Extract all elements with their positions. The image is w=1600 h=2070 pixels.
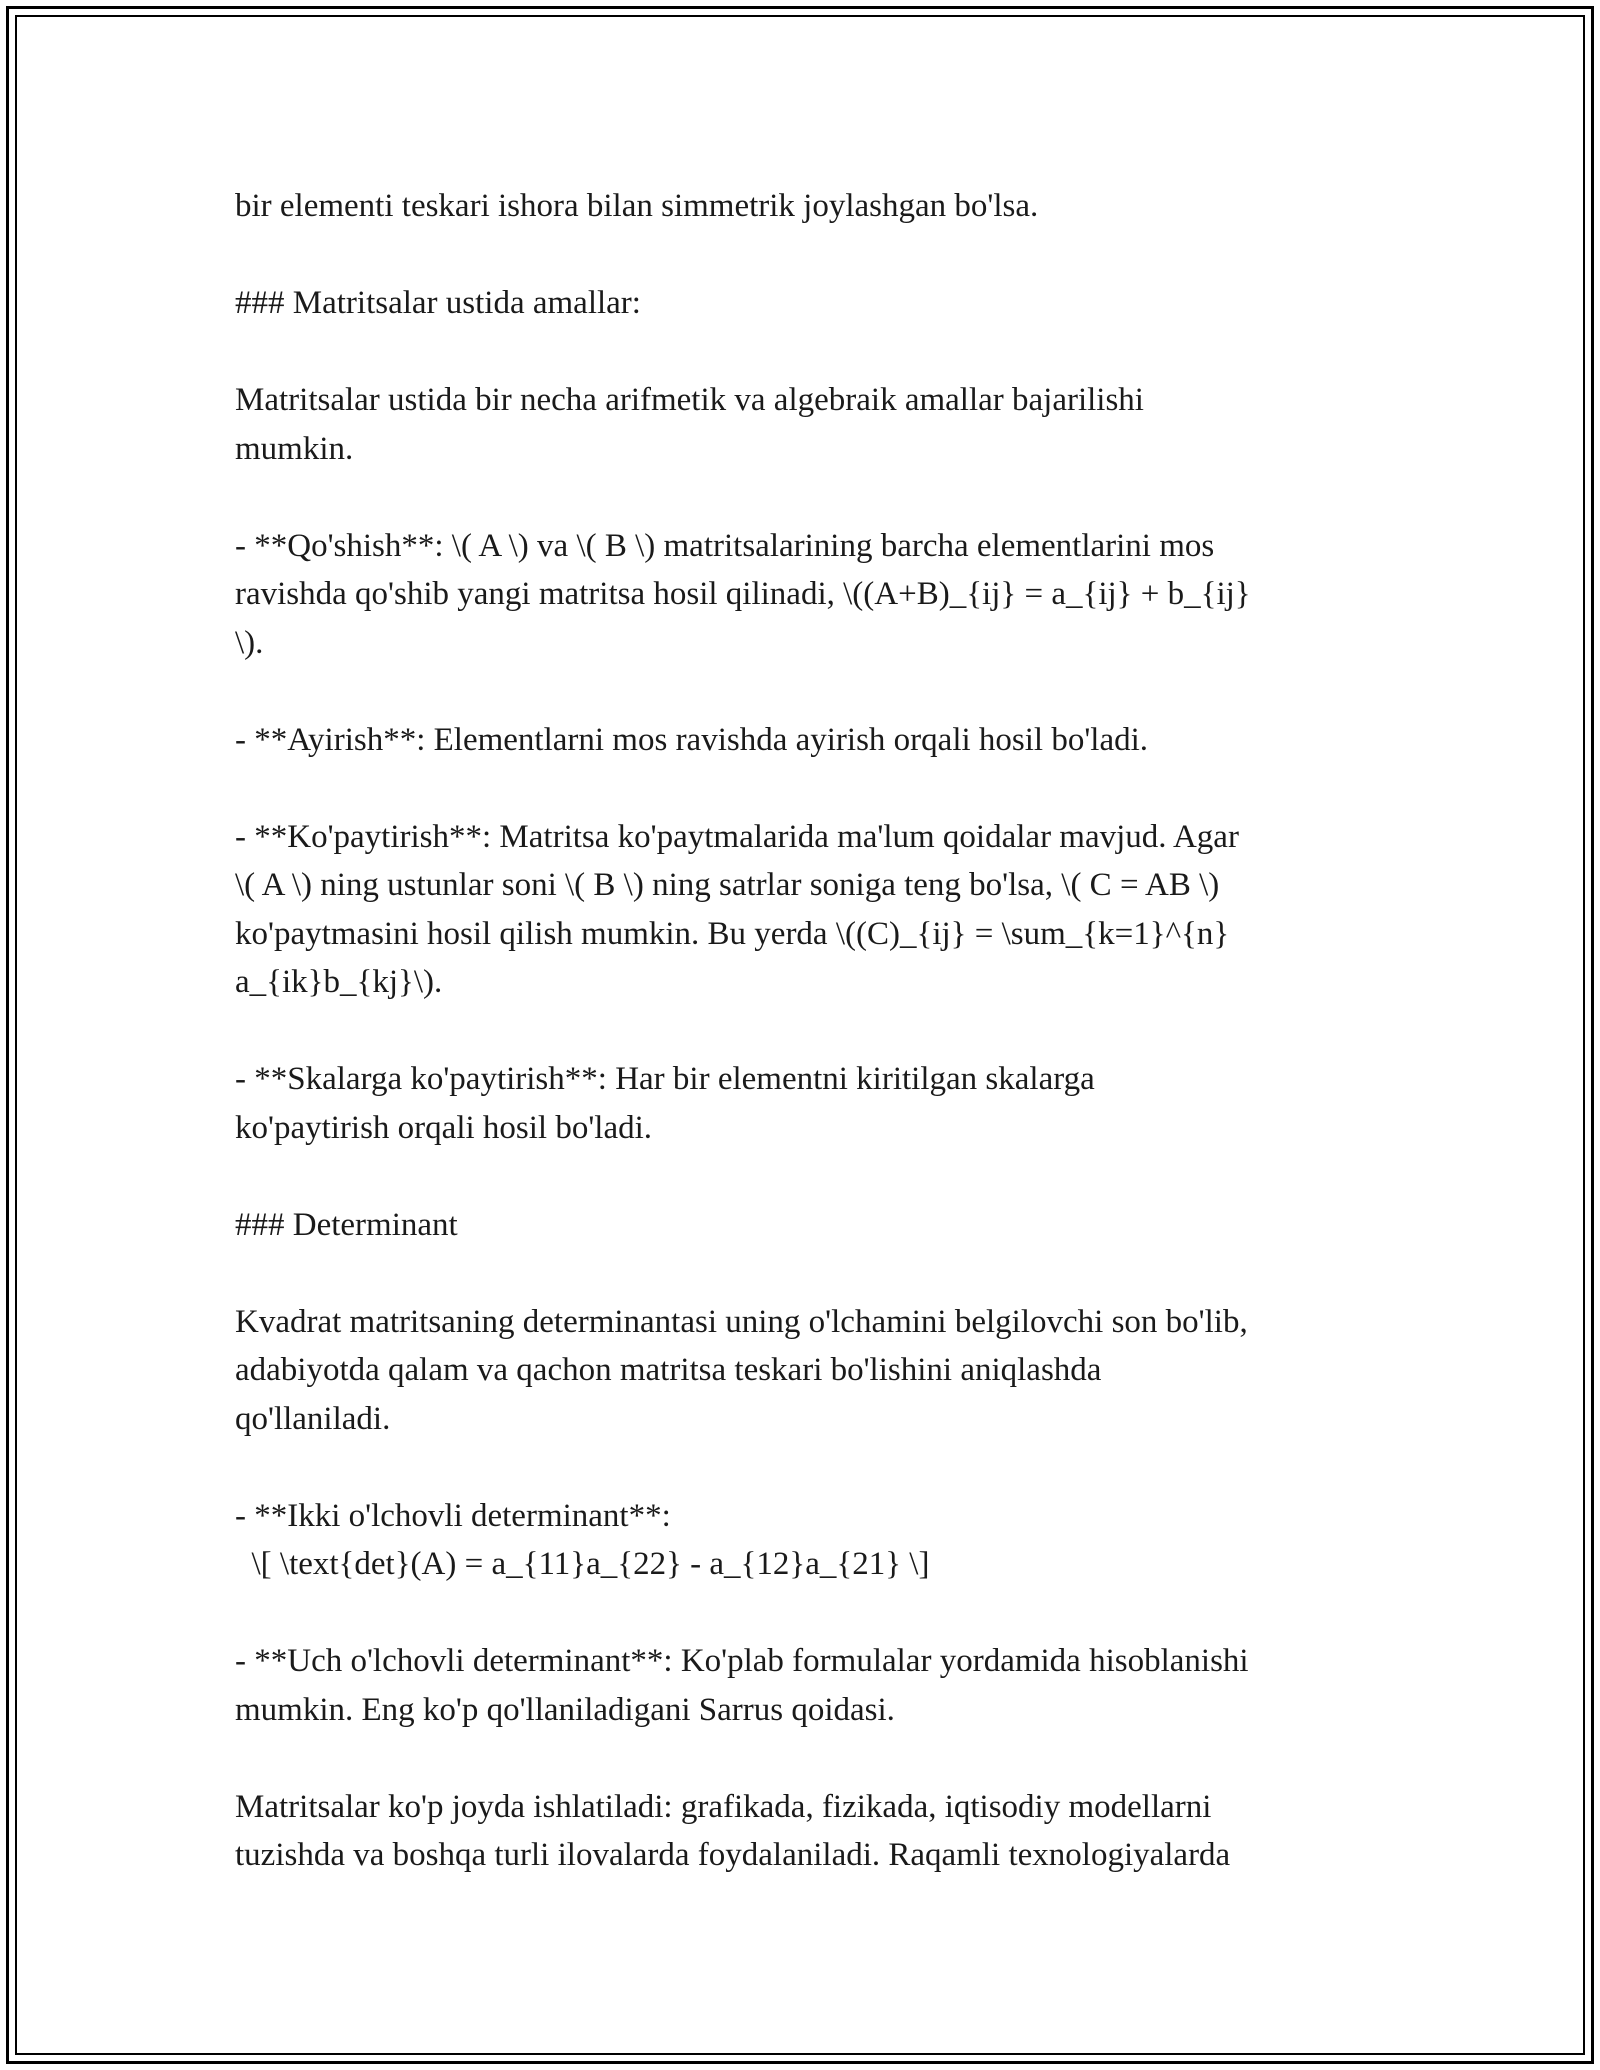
text-line: \[ \text{det}(A) = a_{11}a_{22} - a_{12}a_{21} \] xyxy=(235,1546,930,1582)
paragraph xyxy=(235,813,1375,1007)
text-line: mumkin. Eng ko'p qo'llaniladigani Sarrus qoidasi. xyxy=(235,1691,895,1728)
text-line: Matritsalar ustida bir necha arifmetik va algebraik amallar bajarilishi xyxy=(235,382,1144,418)
text-line: qo'llaniladi. xyxy=(235,1400,391,1437)
text-line: ko'paytirish orqali hosil bo'ladi. xyxy=(235,1109,653,1146)
paragraph xyxy=(235,522,1375,668)
text-line: ### Determinant xyxy=(235,1206,458,1243)
text-line: - **Ikki o'lchovli determinant**: xyxy=(235,1497,671,1534)
text-line: bir elementi teskari ishora bilan simmetrik joylashgan bo'lsa. xyxy=(235,188,1039,224)
text-line: - **Qo'shish**: \( A \) va \( B \) matritsalarining barcha elementlarini mos xyxy=(235,527,1215,564)
text-line: Matritsalar ko'p joyda ishlatiladi: grafikada, fizikada, iqtisodiy modellarni xyxy=(235,1788,1212,1825)
text-line: mumkin. xyxy=(235,430,354,467)
text-line: ### Matritsalar ustida amallar: xyxy=(235,285,641,321)
paragraph xyxy=(235,716,1375,765)
text-line: ko'paytmasini hosil qilish mumkin. Bu yerda \((C)_{ij} = \sum_{k=1}^{n} xyxy=(235,915,1230,952)
text-line: - **Ayirish**: Elementlarni mos ravishda ayirish orqali hosil bo'ladi. xyxy=(235,721,1149,758)
paragraph xyxy=(235,1783,1375,1880)
text-line: a_{ik}b_{kj}\). xyxy=(235,964,443,1000)
text-line: ravishda qo'shib yangi matritsa hosil qilinadi, \((A+B)_{ij} = a_{ij} + b_{ij} xyxy=(235,576,1251,612)
paragraph xyxy=(235,1492,1375,1589)
paragraph xyxy=(235,376,1375,473)
paragraph xyxy=(235,182,1375,231)
document-body xyxy=(235,182,1375,1928)
text-line: - **Skalarga ko'paytirish**: Har bir elementni kiritilgan skalarga xyxy=(235,1061,1095,1097)
text-line: adabiyotda qalam va qachon matritsa teskari bo'lishini aniqlashda xyxy=(235,1352,1102,1388)
text-line: \). xyxy=(235,624,264,661)
text-line: - **Ko'paytirish**: Matritsa ko'paytmalarida ma'lum qoidalar mavjud. Agar xyxy=(235,818,1239,855)
paragraph xyxy=(235,1055,1375,1152)
paragraph xyxy=(235,279,1375,328)
paragraph xyxy=(235,1201,1375,1250)
paragraph xyxy=(235,1637,1375,1734)
paragraph xyxy=(235,1298,1375,1444)
text-line: Kvadrat matritsaning determinantasi uning o'lchamini belgilovchi son bo'lib, xyxy=(235,1303,1248,1340)
text-line: \( A \) ning ustunlar soni \( B \) ning satrlar soniga teng bo'lsa, \( C = AB \) xyxy=(235,867,1220,903)
text-line: - **Uch o'lchovli determinant**: Ko'plab formulalar yordamida hisoblanishi xyxy=(235,1643,1249,1679)
text-line: tuzishda va boshqa turli ilovalarda foydalaniladi. Raqamli texnologiyalarda xyxy=(235,1837,1231,1873)
